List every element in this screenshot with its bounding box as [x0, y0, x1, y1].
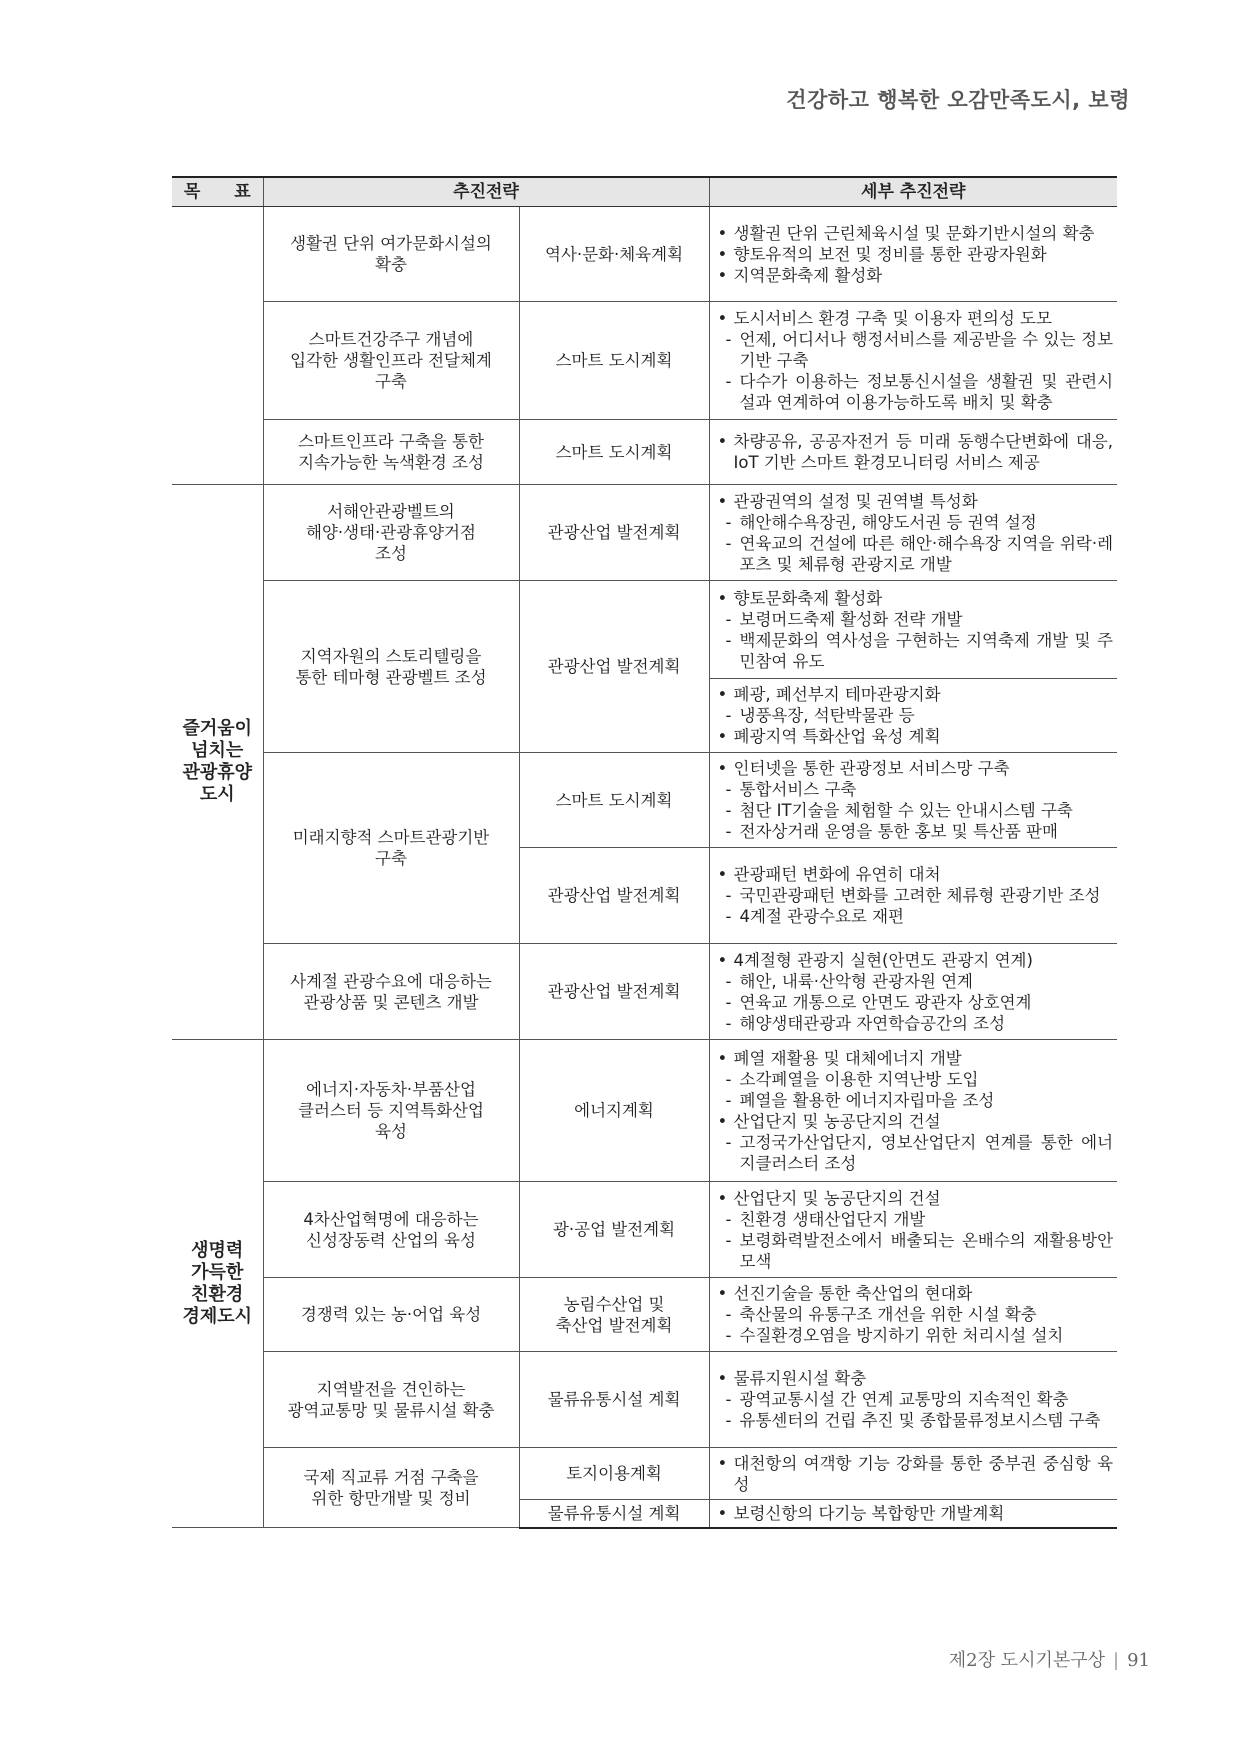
plan-cell: 스마트 도시계획: [519, 753, 709, 848]
plan-cell: 역사·문화·체육계획: [519, 207, 709, 302]
plan-cell: 스마트 도시계획: [519, 420, 709, 485]
footer-separator: |: [1113, 1650, 1120, 1671]
strategy-cell: 국제 직교류 거점 구축을 위한 항만개발 및 정비: [263, 1448, 519, 1528]
detail-cell: [709, 753, 1117, 848]
goal-cell-empty: [172, 207, 263, 485]
table-row: [172, 302, 1117, 420]
detail-item: • 물류지원시설 확충: [717, 1369, 867, 1388]
plan-cell: 농림수산업 및 축산업 발전계획: [519, 1278, 709, 1352]
detail-subitem: - 보령머드축제 활성화 전략 개발: [725, 609, 963, 629]
table-row: [172, 485, 1117, 581]
detail-subitem: - 축산물의 유통구조 개선을 위한 시설 확충: [725, 1305, 1037, 1324]
detail-subitem: - 해안, 내륙·산악형 관광자원 연계: [725, 971, 973, 991]
detail-cell: [709, 679, 1117, 753]
plan-cell: 관광산업 발전계획: [519, 485, 709, 581]
plan-cell: 광·공업 발전계획: [519, 1182, 709, 1278]
strategy-cell: 에너지·자동차·부품산업 클러스터 등 지역특화산업 육성: [263, 1040, 519, 1182]
plan-cell: 관광산업 발전계획: [519, 581, 709, 753]
detail-cell: [709, 848, 1117, 944]
detail-subitem: - 친환경 생태산업단지 개발: [725, 1209, 926, 1229]
detail-subitem: - 연육교 개통으로 안면도 광관자 상호연계: [725, 992, 1032, 1012]
detail-cell: [709, 1040, 1117, 1182]
detail-item: • 도시서비스 환경 구축 및 이용자 편의성 도모: [717, 309, 1052, 328]
table-row: [172, 207, 1117, 302]
table-row: [172, 944, 1117, 1040]
detail-subitem: - 다수가 이용하는 정보통신시설을 생활권 및 관련시설과 연계하여 이용가능하도록 배치 및 확충: [725, 372, 1114, 412]
detail-subitem: - 언제, 어디서나 행정서비스를 제공받을 수 있는 정보기반 구축: [725, 330, 1114, 370]
plan-cell: 관광산업 발전계획: [519, 944, 709, 1040]
strategy-cell: 미래지향적 스마트관광기반 구축: [263, 753, 519, 944]
table-row: [172, 1352, 1117, 1448]
goal-cell: 생명력 가득한 친환경 경제도시: [172, 1040, 263, 1528]
plan-cell: 관광산업 발전계획: [519, 848, 709, 944]
detail-subitem: - 고정국가산업단지, 영보산업단지 연계를 통한 에너지클러스터 조성: [725, 1132, 1114, 1173]
detail-subitem: - 소각폐열을 이용한 지역난방 도입: [725, 1069, 979, 1089]
table-row: [172, 581, 1117, 679]
detail-cell: [709, 1500, 1117, 1528]
detail-item: • 산업단지 및 농공단지의 건설: [717, 1111, 941, 1131]
detail-cell: [709, 302, 1117, 420]
column-header-strategy: 추진전략: [263, 177, 709, 207]
table-row: [172, 1278, 1117, 1352]
detail-subitem: - 보령화력발전소에서 배출되는 온배수의 재활용방안 모색: [725, 1230, 1114, 1271]
detail-cell: [709, 944, 1117, 1040]
goal-cell: 즐거움이 넘치는 관광휴양 도시: [172, 485, 263, 1040]
detail-subitem: - 백제문화의 역사성을 구현하는 지역축제 개발 및 주민참여 유도: [725, 630, 1114, 671]
column-header-goal: 목 표: [172, 177, 263, 207]
strategy-cell: 사계절 관광수요에 대응하는 관광상품 및 콘텐츠 개발: [263, 944, 519, 1040]
detail-item: • 향토유적의 보전 및 정비를 통한 관광자원화: [717, 244, 1047, 264]
detail-item: • 생활권 단위 근린체육시설 및 문화기반시설의 확충: [717, 223, 1095, 243]
detail-item: • 인터넷을 통한 관광정보 서비스망 구축: [717, 759, 1010, 778]
plan-cell: 에너지계획: [519, 1040, 709, 1182]
detail-subitem: - 전자상거래 운영을 통한 홍보 및 특산품 판매: [725, 822, 1058, 841]
detail-item: • 지역문화축제 활성화: [717, 265, 883, 285]
detail-item: • 폐열 재활용 및 대체에너지 개발: [717, 1048, 962, 1068]
strategy-cell: 지역발전을 견인하는 광역교통망 및 물류시설 확충: [263, 1352, 519, 1448]
strategy-cell: 서해안관광벨트의 해양·생태·관광휴양거점 조성: [263, 485, 519, 581]
strategy-cell: 4차산업혁명에 대응하는 신성장동력 산업의 육성: [263, 1182, 519, 1278]
plan-cell: 토지이용계획: [519, 1448, 709, 1500]
detail-cell: [709, 420, 1117, 485]
table-row: [172, 1182, 1117, 1278]
strategy-cell: 스마트건강주구 개념에 입각한 생활인프라 전달체계 구축: [263, 302, 519, 420]
table-row: [172, 753, 1117, 848]
page-footer: [949, 1646, 1150, 1672]
detail-item: • 대천항의 여객항 기능 강화를 통한 중부권 중심항 육성: [717, 1453, 1114, 1494]
detail-item: • 관광패턴 변화에 유연히 대처: [717, 865, 941, 884]
detail-item: • 4계절형 관광지 실현(안면도 관광지 연계): [717, 950, 1033, 970]
detail-item: • 차량공유, 공공자전거 등 미래 동행수단변화에 대응, IoT 기반 스마트 환경모니터링 서비스 제공: [717, 432, 1114, 472]
strategy-cell: 경쟁력 있는 농·어업 육성: [263, 1278, 519, 1352]
page-number: 91: [1127, 1650, 1150, 1671]
detail-item: • 향토문화축제 활성화: [717, 588, 883, 608]
detail-subitem: - 국민관광패턴 변화를 고려한 체류형 관광기반 조성: [725, 886, 1101, 905]
detail-cell: [709, 1352, 1117, 1448]
table-header-row: [172, 177, 1117, 207]
plan-cell: 물류유통시설 계획: [519, 1352, 709, 1448]
chapter-label: 제2장 도시기본구상: [948, 1650, 1106, 1671]
table-row: [172, 1040, 1117, 1182]
detail-cell: [709, 207, 1117, 302]
page-header: 건강하고 행복한 오감만족도시, 보령: [786, 88, 1130, 112]
detail-item: • 관광권역의 설정 및 권역별 특성화: [717, 491, 978, 511]
table-row: [172, 420, 1117, 485]
detail-cell: [709, 485, 1117, 581]
detail-subitem: - 폐열을 활용한 에너지자립마을 조성: [725, 1090, 995, 1110]
detail-subitem: - 해안해수욕장권, 해양도서권 등 권역 설정: [725, 512, 1037, 532]
strategy-cell: 지역자원의 스토리텔링을 통한 테마형 관광벨트 조성: [263, 581, 519, 753]
detail-item: • 산업단지 및 농공단지의 건설: [717, 1188, 941, 1208]
detail-item: • 보령신항의 다기능 복합항만 개발계획: [717, 1503, 1005, 1523]
strategy-table: [172, 176, 1117, 1529]
detail-item: • 폐광지역 특화산업 육성 계획: [717, 727, 941, 746]
detail-cell: [709, 1278, 1117, 1352]
detail-subitem: - 유통센터의 건립 추진 및 종합물류정보시스템 구축: [725, 1411, 1101, 1430]
detail-subitem: - 통합서비스 구축: [725, 780, 857, 799]
detail-subitem: - 해양생태관광과 자연학습공간의 조성: [725, 1013, 1006, 1033]
detail-cell: [709, 1448, 1117, 1500]
table-row: [172, 1448, 1117, 1500]
detail-subitem: - 4계절 관광수요로 재편: [725, 907, 904, 926]
detail-item: • 폐광, 폐선부지 테마관광지화: [717, 685, 941, 704]
plan-cell: 물류유통시설 계획: [519, 1500, 709, 1528]
detail-subitem: - 냉풍욕장, 석탄박물관 등: [725, 706, 915, 725]
detail-cell: [709, 581, 1117, 679]
strategy-cell: 생활권 단위 여가문화시설의 확충: [263, 207, 519, 302]
detail-subitem: - 광역교통시설 간 연계 교통망의 지속적인 확충: [725, 1390, 1069, 1409]
detail-subitem: - 수질환경오염을 방지하기 위한 처리시설 설치: [725, 1326, 1064, 1345]
detail-subitem: - 연육교의 건설에 따른 해안·해수욕장 지역을 위락·레포츠 및 체류형 관광지로 개발: [725, 533, 1114, 574]
plan-cell: 스마트 도시계획: [519, 302, 709, 420]
detail-cell: [709, 1182, 1117, 1278]
detail-item: • 선진기술을 통한 축산업의 현대화: [717, 1284, 973, 1303]
column-header-detail: 세부 추진전략: [709, 177, 1117, 207]
detail-subitem: - 첨단 IT기술을 체험할 수 있는 안내시스템 구축: [725, 801, 1073, 820]
strategy-cell: 스마트인프라 구축을 통한 지속가능한 녹색환경 조성: [263, 420, 519, 485]
